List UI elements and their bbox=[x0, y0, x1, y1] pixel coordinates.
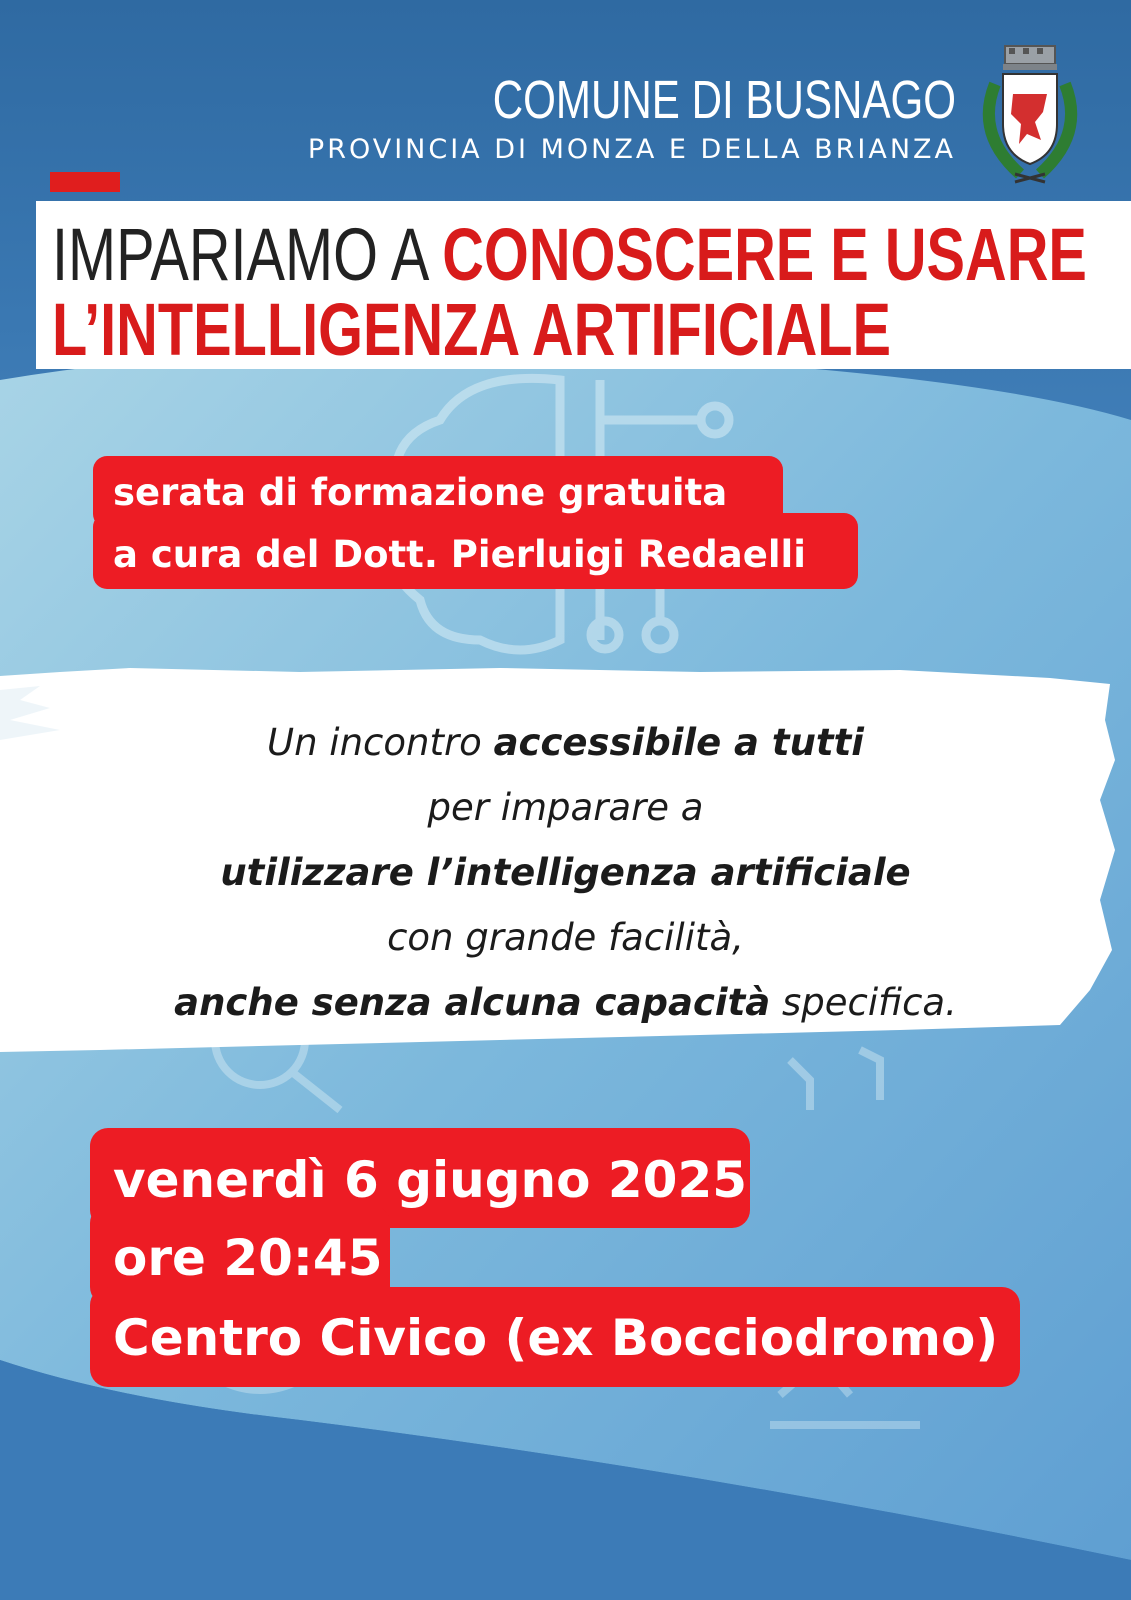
desc-line-5: anche senza alcuna capacità specifica. bbox=[174, 981, 957, 1024]
header bbox=[308, 70, 956, 165]
desc-line-1: Un incontro accessibile a tutti bbox=[267, 721, 864, 764]
provincia-name: PROVINCIA DI MONZA E DELLA BRIANZA bbox=[307, 134, 956, 165]
event-time: ore 20:45 bbox=[113, 1229, 383, 1287]
event-place: Centro Civico (ex Bocciodromo) bbox=[113, 1309, 999, 1367]
desc-line-3: utilizzare l’intelligenza artificiale bbox=[220, 851, 911, 894]
event-date: venerdì 6 giugno 2025 bbox=[113, 1151, 748, 1209]
accent-bar bbox=[50, 172, 120, 192]
desc-line-4: con grande facilità, bbox=[387, 916, 744, 959]
title-line-2: L’INTELLIGENZA ARTIFICIALE bbox=[52, 288, 892, 371]
desc-line-2: per imparare a bbox=[427, 786, 704, 829]
comune-name: COMUNE DI BUSNAGO bbox=[492, 70, 956, 130]
title-highlight: CONOSCERE E USARE bbox=[442, 213, 1087, 296]
description bbox=[0, 710, 1131, 1035]
subtitle-line-1: serata di formazione gratuita bbox=[113, 471, 728, 514]
coat-of-arms-icon bbox=[975, 44, 1085, 184]
subtitle-line-2: a cura del Dott. Pierluigi Redaelli bbox=[113, 533, 806, 576]
title-line-1 bbox=[52, 215, 1087, 295]
title-plain: IMPARIAMO A bbox=[52, 213, 427, 296]
